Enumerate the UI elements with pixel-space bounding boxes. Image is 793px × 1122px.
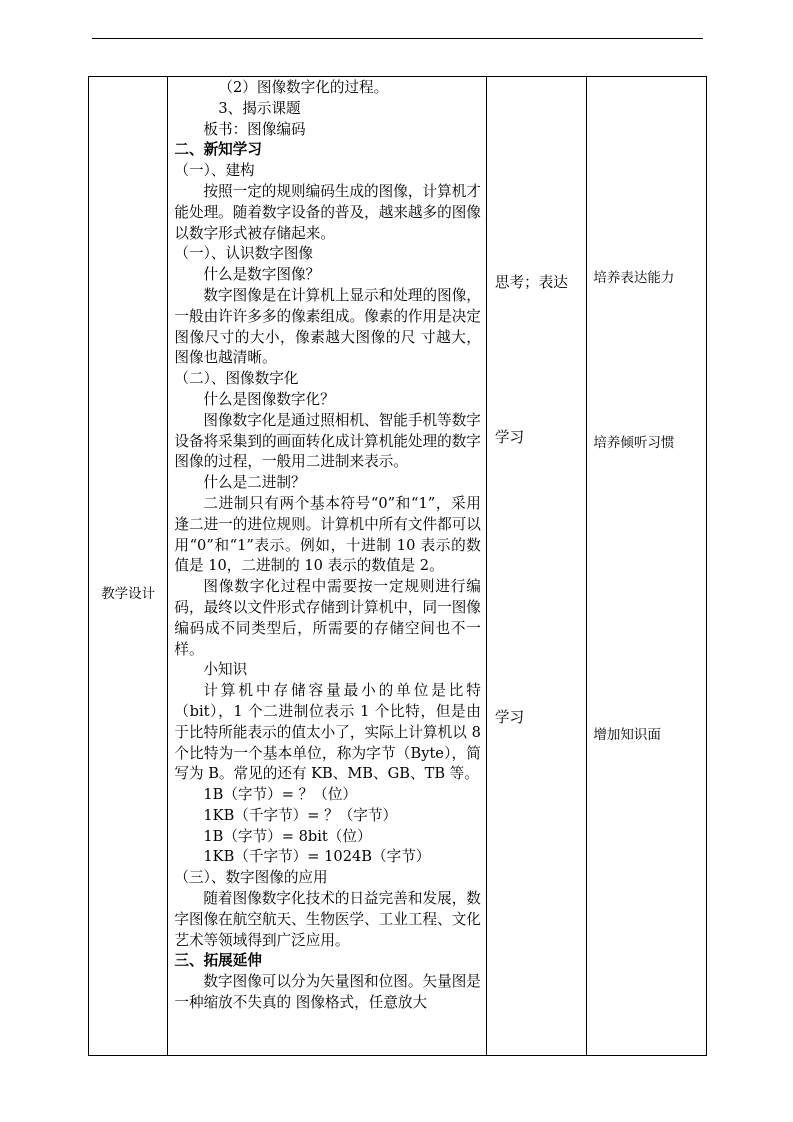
content-paragraph: 图像数字化是通过照相机、智能手机等数字设备将采集到的画面转化成计算机能处理的数字图像的过程，一般用二进制来表示。: [174, 411, 481, 471]
content-paragraph: 二进制只有两个基本符号“0”和“1”，采用逢二进一的进位规则。计算机中所有文件都可以用“0”和“1”表示。例如，十进制 10 表示的数值是 10，二进制的 10 表示的数值是 2。: [174, 494, 481, 575]
content-line: 什么是图像数字化？: [203, 390, 335, 408]
student-activity-cell: [486, 77, 586, 1056]
content-line: 小知识: [203, 661, 248, 679]
category-cell: [89, 77, 168, 1056]
content-line: 什么是二进制？: [203, 474, 306, 492]
content-paragraph: 随着图像数字化技术的日益完善和发展，数字图像在航空航天、生物医学、工业工程、文化艺术等领域得到广泛应用。: [174, 890, 481, 949]
content-cell: [168, 77, 487, 1056]
lesson-content: [168, 77, 486, 1014]
content-line: （2）图像数字化的过程。: [218, 79, 389, 96]
content-line: 3、揭示课题: [218, 99, 301, 117]
content-line: 1B（字节）= 8bit（位）: [203, 827, 372, 845]
lesson-plan-table: [88, 76, 707, 1056]
activity-note: 学习: [494, 429, 525, 446]
content-line: 什么是数字图像？: [203, 266, 321, 284]
content-paragraph: 计算机中存储容量最小的单位是比特（bit），1 个二进制位表示 1 个比特，但是由于比特所能表示的值太小了，实际上计算机以 8 个比特为一个基本单位，称为字节（Byte），简写为 B。常见的还有 KB、MB、GB、TB 等。: [174, 682, 481, 783]
design-intent-cell: [587, 77, 707, 1056]
content-line: （一）、认识数字图像: [174, 245, 314, 263]
activity-note: 学习: [494, 709, 525, 726]
content-paragraph: 数字图像是在计算机上显示和处理的图像，一般由许许多多的像素组成。像素的作用是决定图像尺寸的大小，像素越大图像的尺 寸越大，图像也越清晰。: [174, 286, 481, 367]
content-paragraph: 数字图像可以分为矢量图和位图。矢量图是一种缩放不失真的 图像格式，任意放大: [174, 973, 481, 1012]
content-line: 1KB（千字节）= ？（字节）: [203, 806, 398, 824]
content-line: （三）、数字图像的应用: [174, 869, 328, 887]
content-paragraph: 图像数字化过程中需要按一定规则进行编码，最终以文件形式存储到计算机中，同一图像编码成不同类型后，所需要的存储空间也不一样。: [174, 578, 481, 658]
intent-note: 培养表达能力: [593, 270, 675, 286]
intent-note: 增加知识面: [593, 727, 661, 743]
content-paragraph: 按照一定的规则编码生成的图像，计算机才能处理。随着数字设备的普及，越来越多的图像以数字形式被存储起来。: [174, 182, 481, 242]
activity-note: 思考；表达: [494, 274, 568, 291]
content-line: 1KB（千字节）= 1024B（字节）: [203, 848, 431, 866]
intent-note: 培养倾听习惯: [593, 435, 675, 451]
content-line: 板书：图像编码: [203, 120, 306, 138]
section-heading: 二、新知学习: [174, 141, 262, 159]
category-label: 教学设计: [101, 586, 156, 602]
section-heading: 三、拓展延伸: [174, 952, 262, 970]
content-line: 1B（字节）= ？（位）: [203, 786, 358, 804]
content-line: （二）、图像数字化: [174, 370, 299, 388]
content-line: （一）、建构: [174, 162, 255, 180]
header-rule: [92, 38, 703, 39]
